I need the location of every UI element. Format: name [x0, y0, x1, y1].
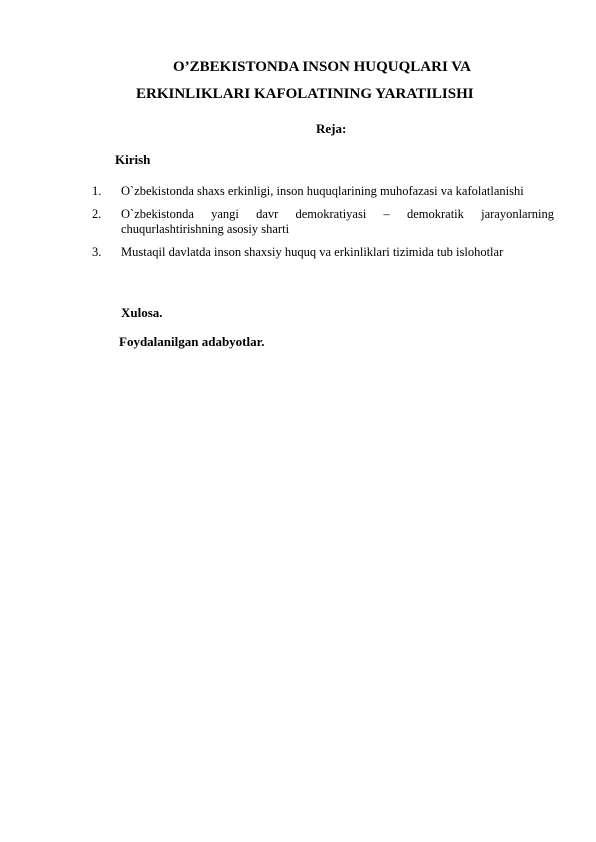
document-title-line-2: ERKINLIKLARI KAFOLATINING YARATILISHI: [136, 86, 474, 102]
intro-heading: Kirish: [115, 152, 151, 167]
plan-item-number: 2.: [92, 207, 102, 221]
plan-item-2: [92, 207, 554, 237]
plan-item-number: 3.: [92, 245, 102, 259]
plan-item-text: Mustaqil davlatda inson shaxsiy huquq va erkinliklari tizimida tub islohotlar: [121, 245, 504, 259]
plan-list: [92, 184, 554, 268]
references-heading: Foydalanilgan adabyotlar.: [119, 334, 265, 349]
plan-item-1: [92, 184, 554, 199]
plan-heading: Reja:: [316, 121, 347, 136]
conclusion-heading: Xulosa.: [121, 305, 163, 320]
plan-item-text: O`zbekistonda yangi davr demokratiyasi – demokratik jarayonlarning chuqurlashtirishning asosiy sharti: [121, 207, 554, 236]
plan-item-number: 1.: [92, 184, 102, 198]
plan-item-text: O`zbekistonda shaxs erkinligi, inson huquqlarining muhofazasi va kafolatlanishi: [121, 184, 524, 198]
document-title-line-1: O’ZBEKISTONDA INSON HUQUQLARI VA: [173, 59, 471, 75]
plan-item-3: [92, 245, 554, 260]
